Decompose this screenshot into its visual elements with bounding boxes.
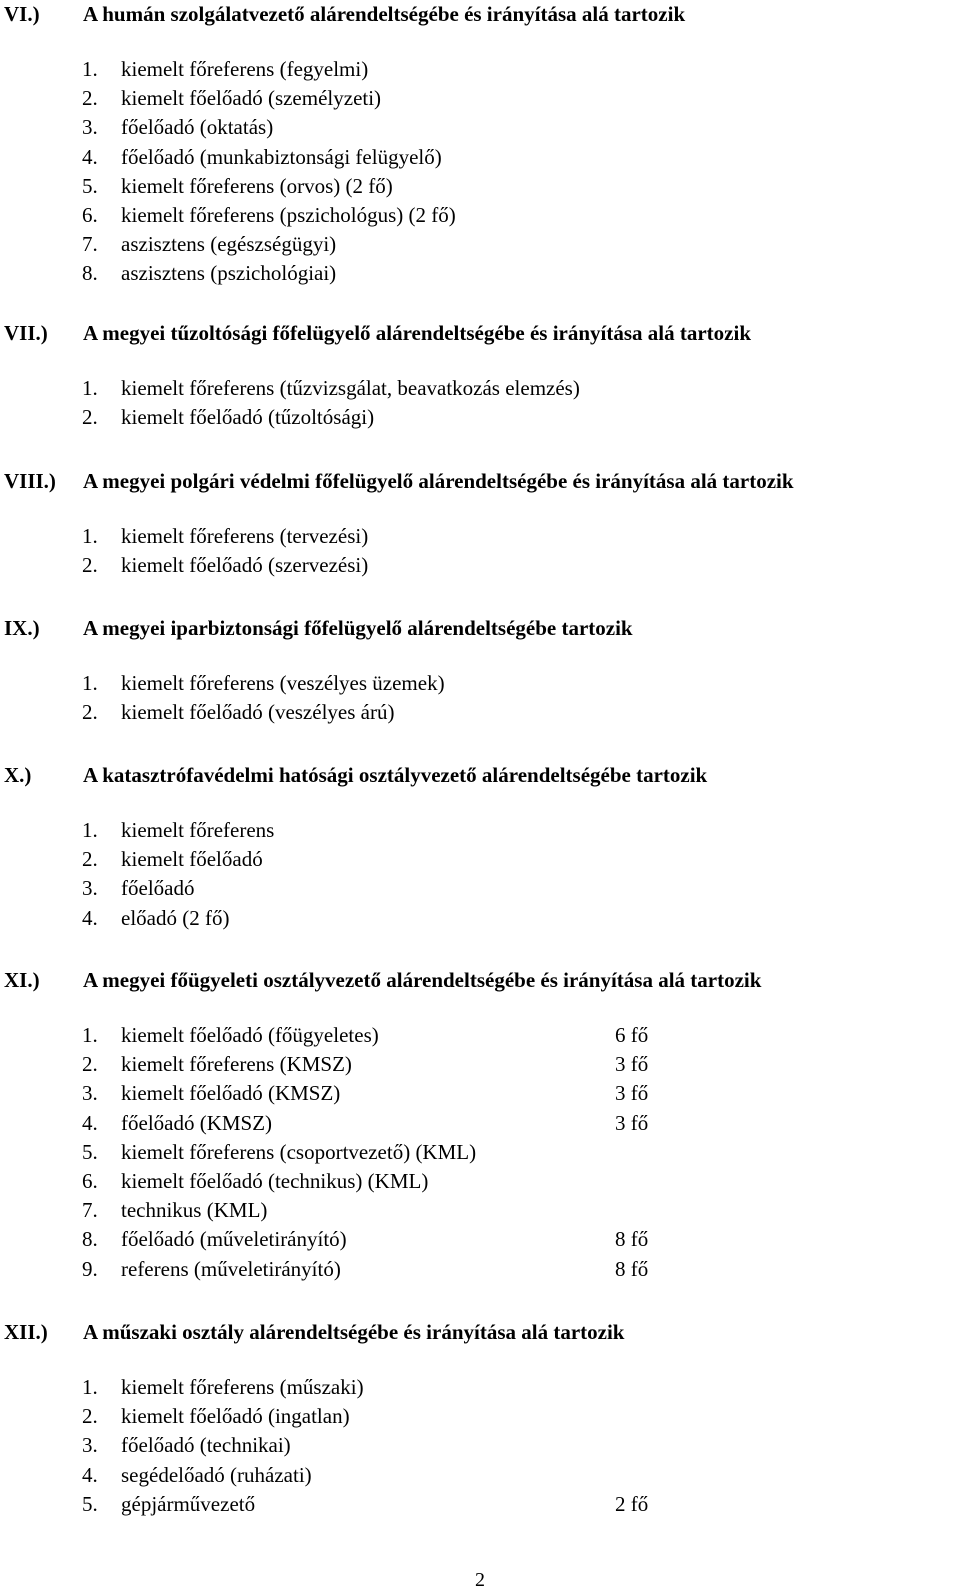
item-number: 9. (82, 1256, 98, 1281)
item-text: kiemelt főreferens (fegyelmi) (121, 57, 369, 81)
item-headcount: 8 fő (615, 1256, 649, 1281)
item-number: 3. (82, 1433, 98, 1458)
item-number: 5. (82, 1491, 98, 1516)
item-text: kiemelt főreferens (tűzvizsgálat, beavatkozás elemzés) (121, 376, 580, 400)
item-text: aszisztens (pszichológiai) (121, 261, 337, 286)
item-number: 4. (82, 1462, 98, 1487)
item-text: főelőadó (oktatás) (121, 115, 274, 140)
item-text: kiemelt főreferens (műszaki) (121, 1375, 364, 1399)
item-number: 1. (82, 818, 98, 842)
item-headcount: 3 fő (615, 1110, 649, 1135)
item-text: kiemelt főelőadó (szervezési) (121, 553, 369, 578)
item-number: 7. (82, 232, 98, 257)
item-text: kiemelt főreferens (KMSZ) (121, 1052, 352, 1077)
list-item (0, 113, 960, 142)
item-number: 4. (82, 905, 98, 930)
section-item-list (0, 1021, 960, 1284)
list-item (0, 1225, 960, 1254)
item-text: kiemelt főelőadó (technikus) (KML) (121, 1168, 429, 1193)
section-title: A műszaki osztály alárendeltségébe és irányítása alá tartozik (83, 1320, 625, 1344)
section-roman-numeral: XII.) (4, 1320, 48, 1344)
item-number: 6. (82, 202, 98, 227)
section-item-list (0, 522, 960, 580)
section-item-list (0, 669, 960, 727)
item-number: 4. (82, 1110, 98, 1135)
section-roman-numeral: X.) (4, 763, 32, 787)
item-number: 5. (82, 173, 98, 198)
item-number: 1. (82, 1023, 98, 1047)
item-text: kiemelt főelőadó (121, 847, 263, 872)
list-item (0, 816, 960, 845)
item-number: 2. (82, 553, 98, 578)
section (0, 0, 960, 286)
item-number: 1. (82, 376, 98, 400)
list-item (0, 1109, 960, 1138)
list-item (0, 1402, 960, 1431)
list-item (0, 1079, 960, 1108)
section (0, 966, 960, 1281)
item-headcount: 2 fő (615, 1491, 649, 1516)
item-number: 2. (82, 405, 98, 430)
item-number: 2. (82, 1404, 98, 1429)
list-item (0, 1167, 960, 1196)
section-heading (0, 966, 960, 995)
list-item (0, 904, 960, 933)
item-number: 8. (82, 1227, 98, 1252)
item-text: aszisztens (egészségügyi) (121, 232, 337, 257)
item-number: 2. (82, 1052, 98, 1077)
item-text: kiemelt főreferens (pszichológus) (2 fő) (121, 202, 456, 227)
page-number: 2 (475, 1569, 485, 1591)
section-title: A katasztrófavédelmi hatósági osztályvezető alárendeltségébe tartozik (83, 763, 708, 787)
item-text: kiemelt főreferens (veszélyes üzemek) (121, 671, 445, 695)
item-text: főelőadó (munkabiztonsági felügyelő) (121, 144, 442, 169)
item-headcount: 3 fő (615, 1052, 649, 1077)
section (0, 1318, 960, 1516)
list-item (0, 1138, 960, 1167)
item-number: 1. (82, 671, 98, 695)
section-roman-numeral: VI.) (4, 2, 40, 26)
section (0, 761, 960, 930)
list-item (0, 669, 960, 698)
item-text: főelőadó (121, 876, 195, 901)
section-item-list (0, 816, 960, 933)
section-title: A megyei iparbiztonsági főfelügyelő alárendeltségébe tartozik (83, 616, 633, 640)
section-item-list (0, 1373, 960, 1519)
item-text: kiemelt főreferens (csoportvezető) (KML) (121, 1139, 477, 1164)
section-heading (0, 614, 960, 643)
section-roman-numeral: VII.) (4, 321, 48, 345)
item-text: kiemelt főreferens (orvos) (2 fő) (121, 173, 393, 198)
list-item (0, 551, 960, 580)
item-text: kiemelt főelőadó (KMSZ) (121, 1081, 341, 1106)
section-item-list (0, 374, 960, 432)
item-text: kiemelt főelőadó (veszélyes árú) (121, 700, 395, 725)
list-item (0, 143, 960, 172)
item-text: kiemelt főreferens (tervezési) (121, 524, 369, 548)
list-item (0, 403, 960, 432)
item-text: kiemelt főelőadó (tűzoltósági) (121, 405, 375, 430)
item-text: kiemelt főreferens (121, 818, 275, 842)
list-item (0, 1255, 960, 1284)
item-text: előadó (2 fő) (121, 905, 230, 930)
item-text: főelőadó (műveletirányító) (121, 1227, 347, 1252)
list-item (0, 1196, 960, 1225)
section-heading (0, 319, 960, 348)
item-number: 3. (82, 1081, 98, 1106)
section-item-list (0, 55, 960, 289)
item-number: 2. (82, 700, 98, 725)
list-item (0, 172, 960, 201)
item-text: főelőadó (technikai) (121, 1433, 291, 1458)
item-number: 5. (82, 1139, 98, 1164)
item-number: 1. (82, 57, 98, 81)
item-text: segédelőadó (ruházati) (121, 1462, 312, 1487)
section-title: A humán szolgálatvezető alárendeltségébe és irányítása alá tartozik (83, 2, 686, 26)
list-item (0, 55, 960, 84)
section-heading (0, 761, 960, 790)
list-item (0, 874, 960, 903)
list-item (0, 374, 960, 403)
section-title: A megyei főügyeleti osztályvezető alárendeltségébe és irányítása alá tartozik (83, 968, 762, 992)
list-item (0, 84, 960, 113)
list-item (0, 1021, 960, 1050)
item-number: 1. (82, 1375, 98, 1399)
item-headcount: 6 fő (615, 1023, 649, 1047)
item-number: 1. (82, 524, 98, 548)
list-item (0, 522, 960, 551)
section-heading (0, 467, 960, 496)
section (0, 614, 960, 725)
list-item (0, 1373, 960, 1402)
section-roman-numeral: IX.) (4, 616, 40, 640)
item-text: technikus (KML) (121, 1198, 268, 1223)
item-number: 3. (82, 115, 98, 140)
item-number: 2. (82, 86, 98, 111)
item-text: kiemelt főelőadó (ingatlan) (121, 1404, 350, 1429)
list-item (0, 259, 960, 288)
section-heading (0, 1318, 960, 1347)
section (0, 319, 960, 430)
item-headcount: 8 fő (615, 1227, 649, 1252)
item-text: kiemelt főelőadó (főügyeletes) (121, 1023, 379, 1047)
section-roman-numeral: XI.) (4, 968, 40, 992)
section-title: A megyei tűzoltósági főfelügyelő alárendeltségébe és irányítása alá tartozik (83, 321, 752, 345)
section-heading (0, 0, 960, 29)
item-headcount: 3 fő (615, 1081, 649, 1106)
item-text: kiemelt főelőadó (személyzeti) (121, 86, 382, 111)
item-number: 7. (82, 1198, 98, 1223)
item-number: 4. (82, 144, 98, 169)
item-number: 8. (82, 261, 98, 286)
item-text: referens (műveletirányító) (121, 1256, 341, 1281)
list-item (0, 1461, 960, 1490)
list-item (0, 845, 960, 874)
list-item (0, 1490, 960, 1519)
item-number: 3. (82, 876, 98, 901)
item-text: gépjárművezető (121, 1491, 256, 1516)
section-roman-numeral: VIII.) (4, 469, 56, 493)
item-text: főelőadó (KMSZ) (121, 1110, 273, 1135)
item-number: 6. (82, 1168, 98, 1193)
item-number: 2. (82, 847, 98, 872)
list-item (0, 230, 960, 259)
list-item (0, 698, 960, 727)
list-item (0, 1431, 960, 1460)
section-title: A megyei polgári védelmi főfelügyelő alárendeltségébe és irányítása alá tartozik (83, 469, 794, 493)
section (0, 467, 960, 578)
list-item (0, 1050, 960, 1079)
list-item (0, 201, 960, 230)
